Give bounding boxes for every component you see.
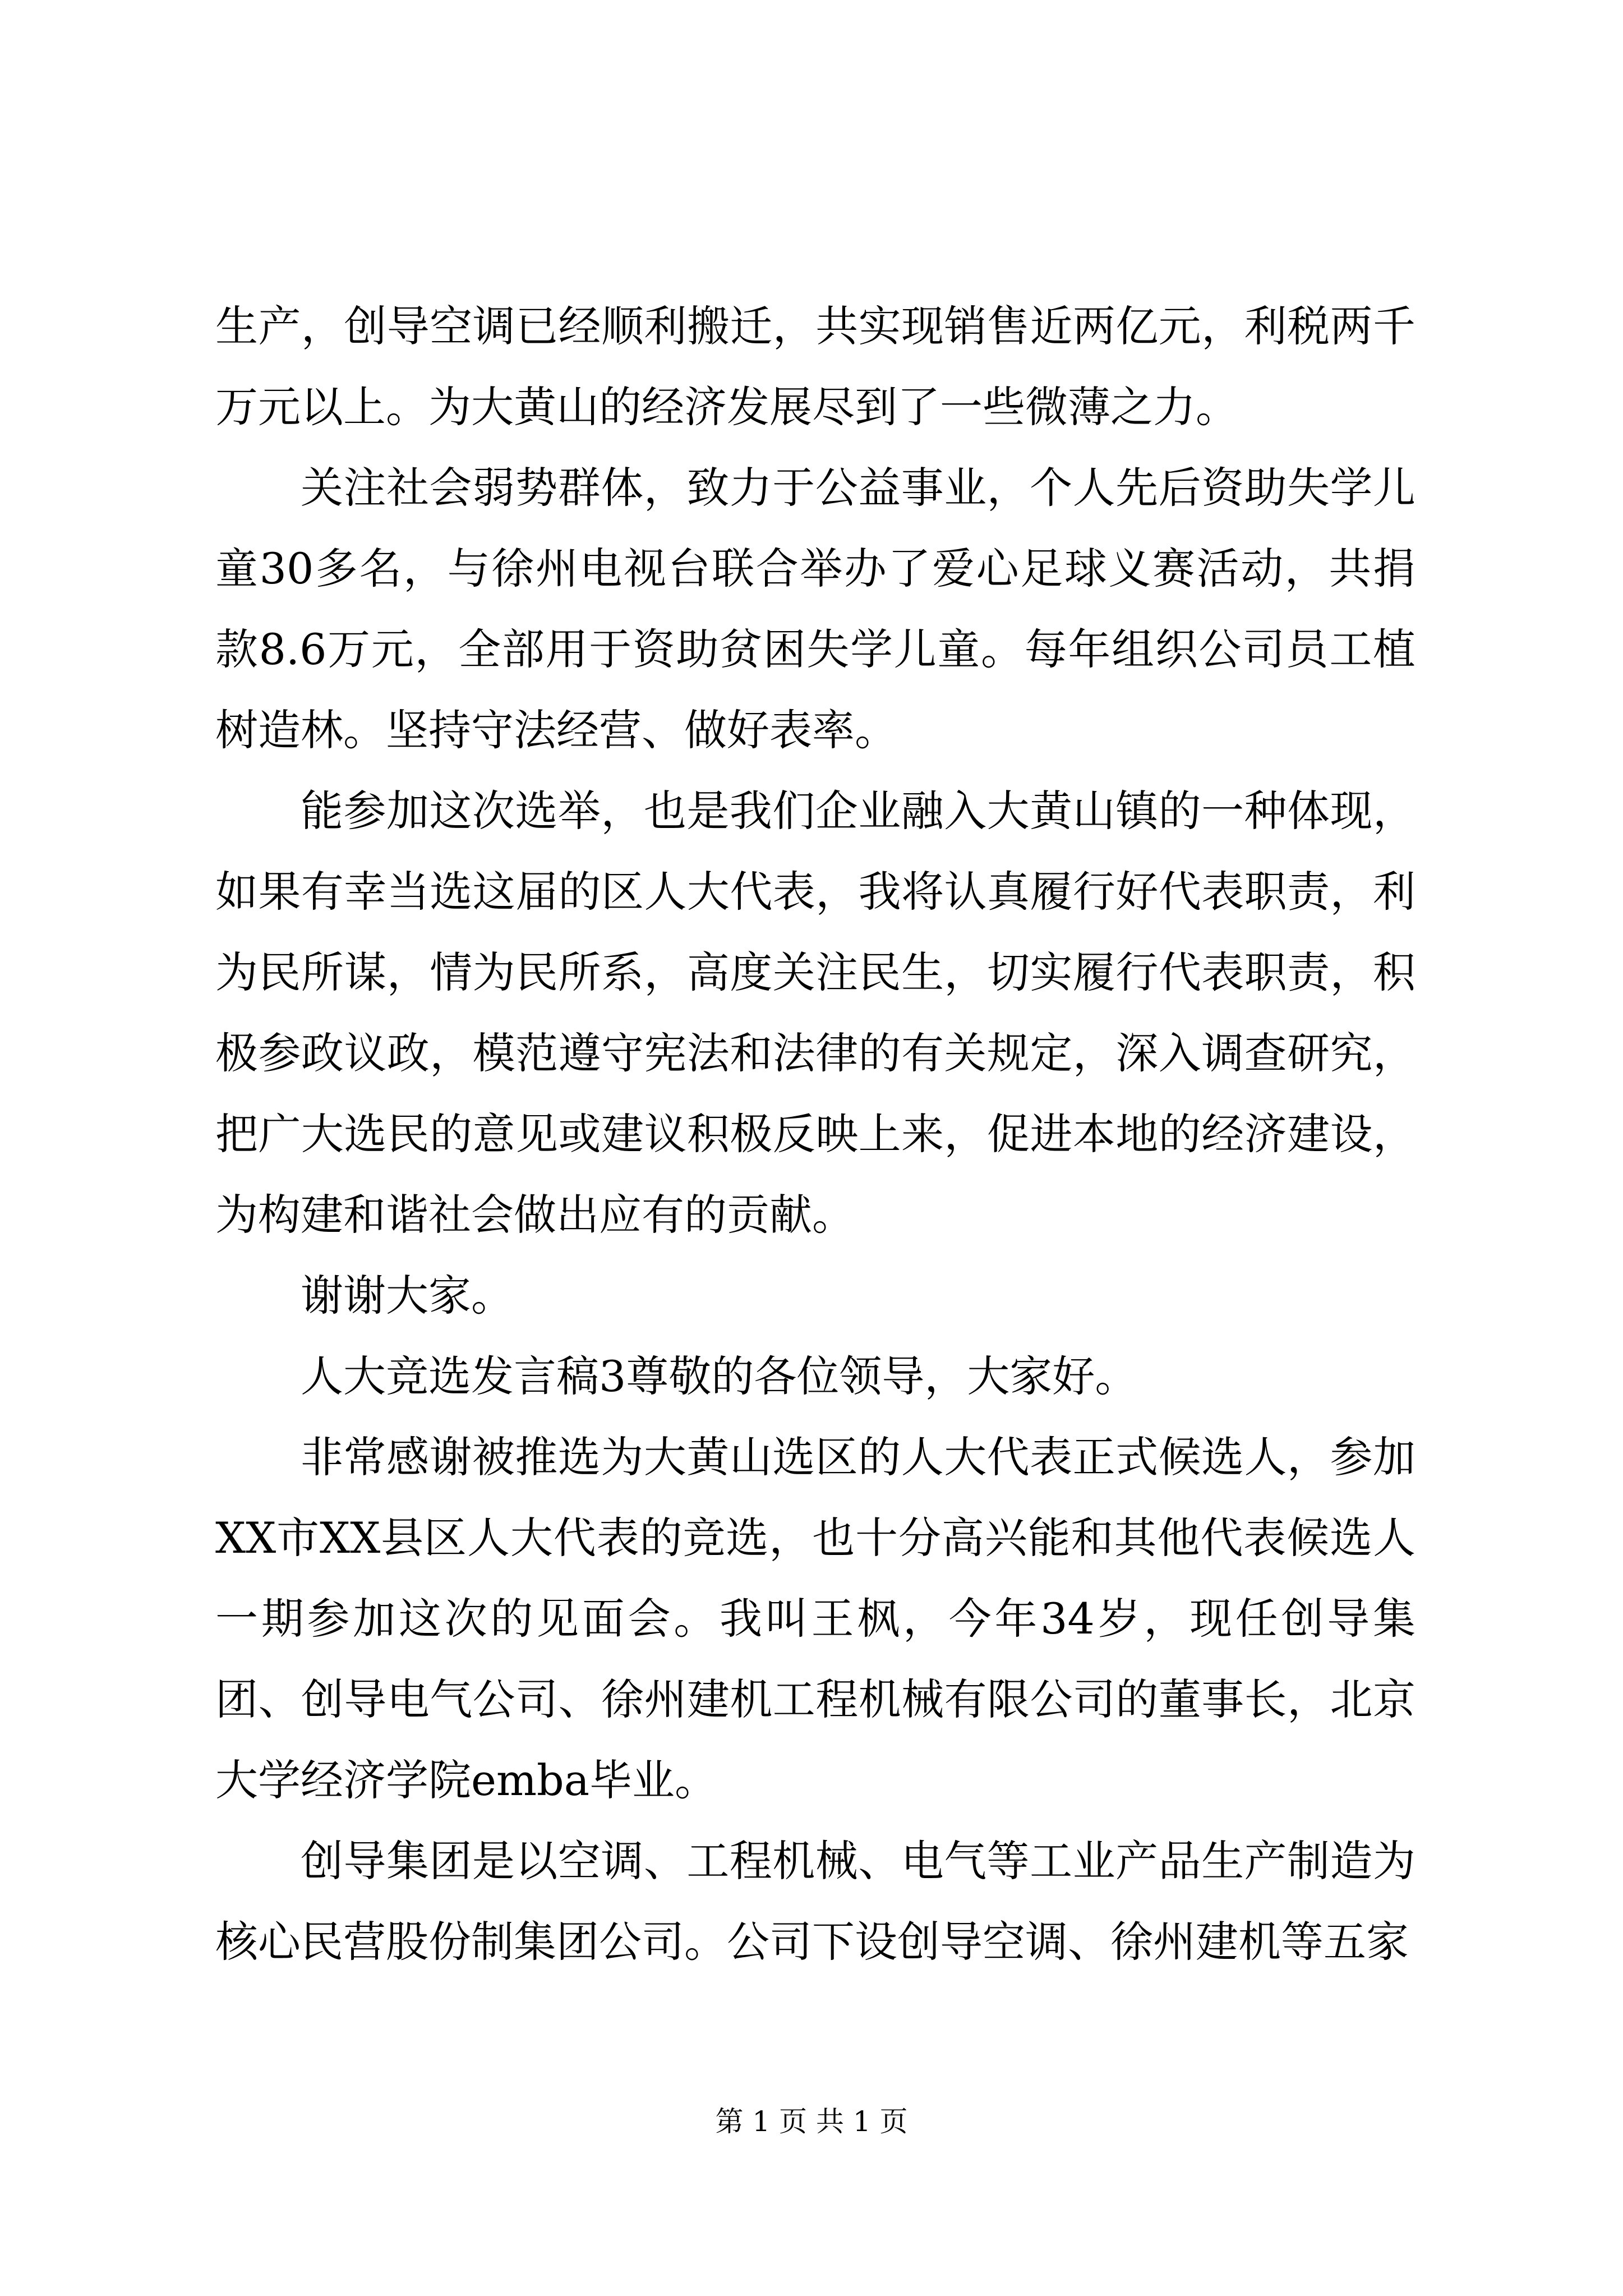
- document-body: [215, 286, 1415, 1982]
- page-footer: [0, 2105, 1623, 2138]
- paragraph-5: 人大竞选发言稿3尊敬的各位领导，大家好。: [301, 1351, 1138, 1401]
- page-number-label: 第 1 页 共 1 页: [715, 2105, 908, 2138]
- paragraph-2: 关注社会弱势群体，致力于公益事业，个人先后资助失学儿童30多名，与徐州电视台联合举办了爱心足球义赛活动，共捐款8.6万元，全部用于资助贫困失学儿童。每年组织公司员工植树造林。坚持守法经营、做好表率。: [215, 463, 1415, 755]
- paragraph-4: 谢谢大家。: [301, 1271, 514, 1320]
- paragraph-3: 能参加这次选举，也是我们企业融入大黄山镇的一种体现，如果有幸当选这届的区人大代表，我将认真履行好代表职责，利为民所谋，情为民所系，高度关注民生，切实履行代表职责，积极参政议政，模范遵守宪法和法律的有关规定，深入调查研究，把广大选民的意见或建议积极反映上来，促进本地的经济建设，为构建和谐社会做出应有的贡献。: [215, 786, 1415, 1240]
- paragraph-7: 创导集团是以空调、工程机械、电气等工业产品生产制造为核心民营股份制集团公司。公司下设创导空调、徐州建机等五家: [215, 1836, 1415, 1967]
- paragraph-1: 生产，创导空调已经顺利搬迁，共实现销售近两亿元，利税两千万元以上。为大黄山的经济发展尽到了一些微薄之力。: [215, 301, 1415, 432]
- paragraph-6: 非常感谢被推选为大黄山选区的人大代表正式候选人，参加XX市XX县区人大代表的竞选，也十分高兴能和其他代表候选人一期参加这次的见面会。我叫王枫，今年34岁，现任创导集团、创导电气公司、徐州建机工程机械有限公司的董事长，北京大学经济学院emba毕业。: [215, 1432, 1415, 1805]
